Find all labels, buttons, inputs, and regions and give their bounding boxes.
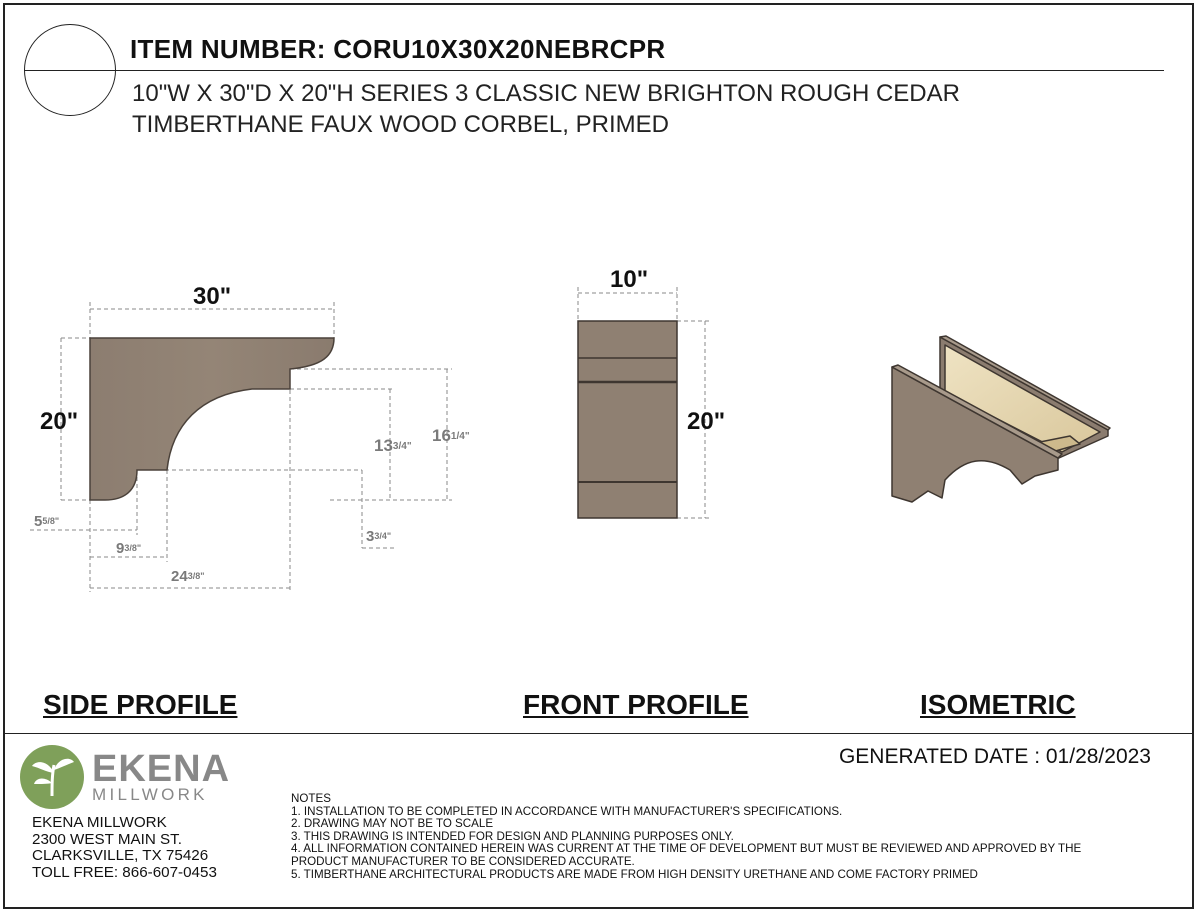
- side-profile-label: SIDE PROFILE: [43, 689, 238, 720]
- note-line: 2. DRAWING MAY NOT BE TO SCALE: [291, 817, 494, 831]
- dim-3-3-4: 33/4": [366, 528, 392, 545]
- address-line: EKENA MILLWORK: [32, 814, 167, 831]
- dim-24-3-8: 243/8": [171, 568, 205, 585]
- notes-block: [291, 793, 1081, 881]
- description-line-1: 10"W X 30"D X 20"H SERIES 3 CLASSIC NEW BRIGHTON ROUGH CEDAR: [132, 80, 960, 107]
- note-line: PRODUCT MANUFACTURER TO BE CONSIDERED ACCURATE.: [291, 854, 635, 868]
- front-width-dim: 10": [610, 266, 649, 293]
- isometric-label: ISOMETRIC: [920, 689, 1076, 720]
- dim-5-5-8: 55/8": [34, 513, 60, 530]
- dim-16-1-4: 161/4": [432, 426, 470, 445]
- front-profile-label: FRONT PROFILE: [523, 689, 749, 720]
- address-line: CLARKSVILLE, TX 75426: [32, 847, 209, 864]
- brand-sub: MILLWORK: [92, 785, 208, 804]
- notes-title: NOTES: [291, 792, 331, 805]
- address-line: TOLL FREE: 866-607-0453: [32, 863, 217, 881]
- note-line: 1. INSTALLATION TO BE COMPLETED IN ACCORDANCE WITH MANUFACTURER'S SPECIFICATIONS.: [291, 804, 843, 818]
- note-line: 4. ALL INFORMATION CONTAINED HEREIN WAS CURRENT AT THE TIME OF DEVELOPMENT BUT MUST BE REVIEWED AND APPROVED BY THE: [291, 842, 1082, 856]
- item-number: ITEM NUMBER: CORU10X30X20NEBRCPR: [130, 34, 666, 64]
- front-height-dim: 20": [687, 408, 726, 435]
- address-line: 2300 WEST MAIN ST.: [32, 830, 182, 848]
- company-address: [32, 815, 217, 881]
- brand-name: EKENA: [92, 748, 231, 790]
- side-height-dim: 20": [40, 408, 79, 435]
- note-line: 5. TIMBERTHANE ARCHITECTURAL PRODUCTS ARE MADE FROM HIGH DENSITY URETHANE AND COME FACTORY PRIMED: [291, 867, 978, 881]
- description-line-2: TIMBERTHANE FAUX WOOD CORBEL, PRIMED: [132, 111, 669, 138]
- footer-rule: [3, 733, 1194, 734]
- side-profile-shape: [90, 338, 334, 500]
- side-width-dim: 30": [193, 283, 232, 310]
- isometric-shape: [892, 336, 1110, 502]
- dim-13-3-4: 133/4": [374, 436, 412, 455]
- generated-date: GENERATED DATE : 01/28/2023: [838, 745, 1151, 768]
- dim-9-3-8: 93/8": [116, 540, 142, 557]
- front-profile-shape: [578, 321, 677, 518]
- note-line: 3. THIS DRAWING IS INTENDED FOR DESIGN AND PLANNING PURPOSES ONLY.: [291, 829, 734, 843]
